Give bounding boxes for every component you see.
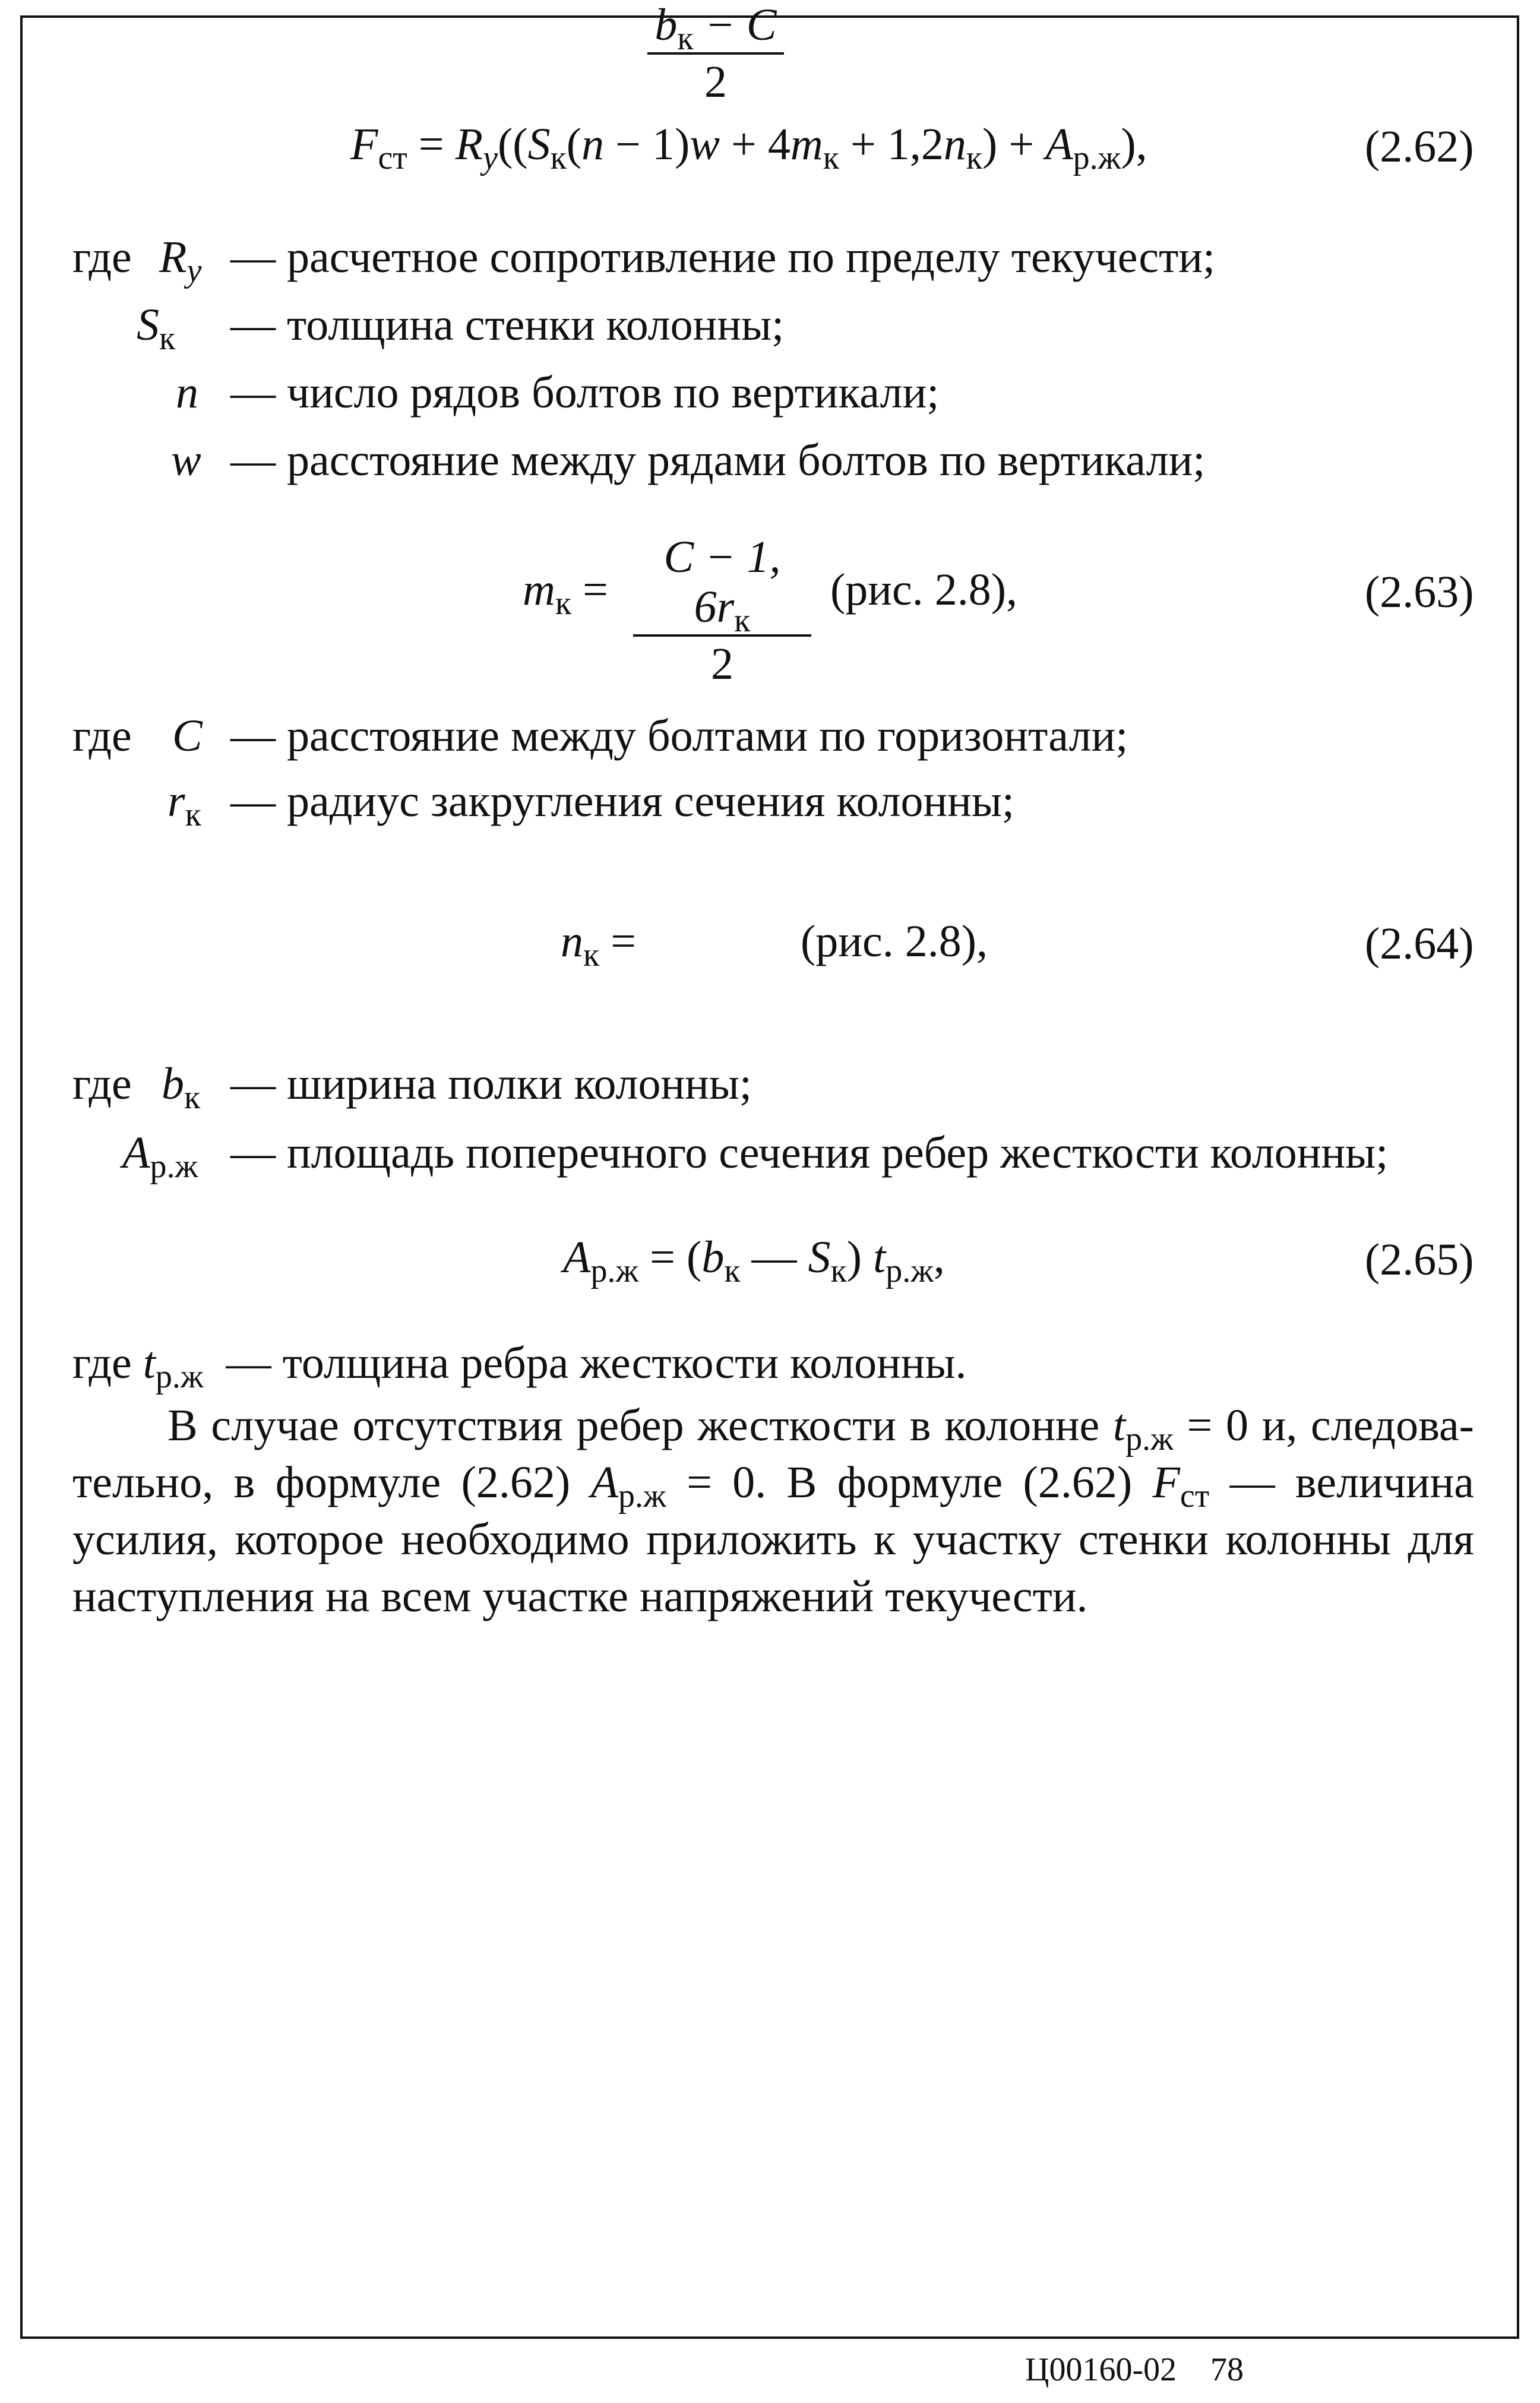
definition-text: — толщина стенки колонны; [230,300,785,350]
definition-symbol: $r_к$ [167,776,201,833]
definition-text: — площадь поперечного сечения ребер жесткости колонны; [230,1128,1389,1178]
equation-number-2-62: (2.62) [1365,122,1474,172]
definition-symbol: $S_к$ [137,300,176,357]
where-label-4: где [72,1338,132,1388]
definition-symbol: w [171,435,201,485]
paragraph-line-4: наступления на всем участке напряжений текучести. [72,1572,1088,1621]
formula-2-64-fraction: $b_к - C$ 2 [647,0,784,107]
where-label-1: где [72,232,132,282]
definition-symbol: C [172,711,203,761]
definition-text: — расчетное сопротивление по пределу текучести; [230,232,1216,282]
definition-symbol: $A_{р.ж}$ [122,1128,198,1185]
page-number: 78 [1210,2351,1244,2388]
formula-2-63-note: (рис. 2.8), [830,565,1018,615]
formula-2-63-fraction: C − 1, $6r_к$ 2 [633,532,811,689]
where-label-3: где [72,1059,132,1109]
definition-t-rzh: где $t_{р.ж}$ — толщина ребра жесткости колонны. [72,1338,967,1395]
definition-text: — ширина полки колонны; [230,1059,752,1109]
paragraph-line-3: усилия, которое необходимо приложить к участку стенки колонны для [72,1514,1474,1564]
paragraph-line-2: тельно, в формуле (2.62) $A_{р.ж} = 0$. В формуле (2.62) $F_{ст}$ — величина [72,1457,1474,1514]
formula-2-65: $A_{р.ж} = (b_к$ — $S_к$) $t_{р.ж}$, [563,1232,945,1289]
where-label-2: где [72,711,132,761]
formula-2-62: $F_{ст} = R_y((S_к(n - 1)w + 4m_к + 1,2n_к) + A_{р.ж})$, [350,119,1147,176]
definition-text: — расстояние между рядами болтов по вертикали; [230,435,1206,485]
paragraph-line-1: В случае отсутствия ребер жесткости в колонне $t_{р.ж} = 0$ и, следова- [167,1400,1474,1457]
body-paragraph [72,1397,1474,1625]
equation-number-2-63: (2.63) [1365,567,1474,617]
definition-symbol: $b_к$ [162,1059,201,1116]
definition-text: — расстояние между болтами по горизонтали; [230,711,1128,761]
definition-symbol: n [176,368,198,418]
formula-2-64-note: (рис. 2.8), [801,916,988,966]
equation-number-2-65: (2.65) [1365,1235,1474,1285]
equation-number-2-64: (2.64) [1365,919,1474,969]
formula-2-63-lhs: $m_к$ = [523,565,608,622]
definition-text: — число рядов болтов по вертикали; [230,368,940,418]
footer-code: Ц00160-02 [1025,2351,1177,2388]
definition-text: — радиус закругления сечения колонны; [230,776,1015,826]
definition-symbol: $R_y$ [159,232,202,289]
definition-symbol: t [143,1338,156,1388]
formula-2-64-lhs: $n_к$ = [561,916,637,973]
